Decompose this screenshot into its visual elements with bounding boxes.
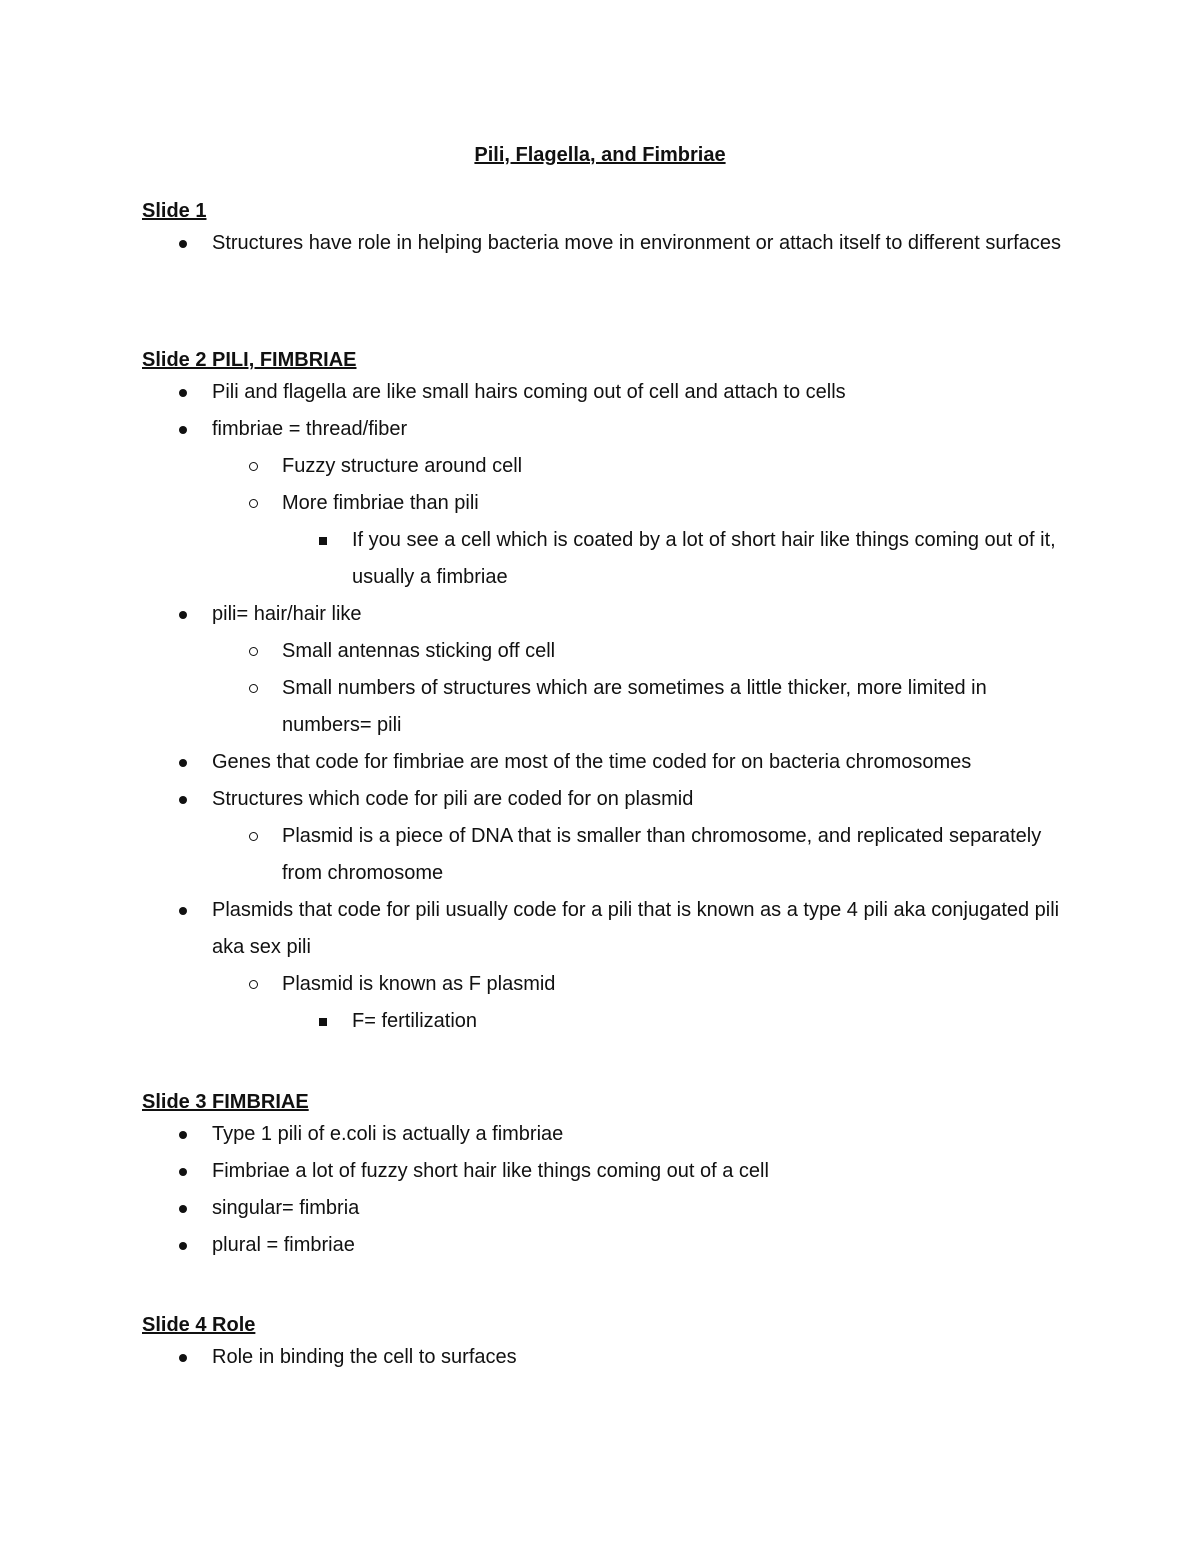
list-item bbox=[142, 966, 1062, 1003]
section-heading: Slide 4 Role bbox=[142, 1314, 256, 1336]
list-item bbox=[142, 670, 1062, 744]
section-slide-2 bbox=[142, 346, 1062, 1040]
list-item-text: Plasmid is a piece of DNA that is smaller than chromosome, and replicated separately from chromosome bbox=[282, 825, 1042, 884]
list-item-text: Pili and flagella are like small hairs coming out of cell and attach to cells bbox=[212, 381, 846, 403]
list-item-text: Role in binding the cell to surfaces bbox=[212, 1346, 517, 1368]
bullet-dot-icon bbox=[176, 781, 190, 818]
list-item bbox=[142, 225, 1062, 262]
list-item bbox=[142, 1153, 1062, 1190]
bullet-dot-icon bbox=[176, 1190, 190, 1227]
list-item-text: pili= hair/hair like bbox=[212, 603, 362, 625]
bullet-square-icon bbox=[316, 1003, 330, 1040]
list-item bbox=[142, 522, 1062, 596]
section-slide-3 bbox=[142, 1088, 1062, 1264]
bullet-square-icon bbox=[316, 522, 330, 559]
list-item bbox=[142, 374, 1062, 411]
bullet-dot-icon bbox=[176, 892, 190, 929]
section-slide-4 bbox=[142, 1311, 1062, 1376]
list-item bbox=[142, 411, 1062, 448]
document-title: Pili, Flagella, and Fimbriae bbox=[474, 144, 726, 166]
bullet-dot-icon bbox=[176, 1227, 190, 1264]
list-item-text: Fimbriae a lot of fuzzy short hair like things coming out of a cell bbox=[212, 1160, 769, 1182]
list-item-text: fimbriae = thread/fiber bbox=[212, 418, 408, 440]
list-item bbox=[142, 1227, 1062, 1264]
list-item bbox=[142, 1339, 1062, 1376]
bullet-list bbox=[142, 1339, 1062, 1376]
list-item bbox=[142, 633, 1062, 670]
section-heading: Slide 1 bbox=[142, 200, 207, 222]
list-item-text: Small antennas sticking off cell bbox=[282, 640, 556, 662]
list-item-text: Genes that code for fimbriae are most of the time coded for on bacteria chromosomes bbox=[212, 751, 972, 773]
list-item-text: Structures have role in helping bacteria move in environment or attach itself to different surfaces bbox=[212, 232, 1061, 254]
bullet-circle-icon bbox=[246, 633, 260, 670]
bullet-circle-icon bbox=[246, 818, 260, 855]
bullet-circle-icon bbox=[246, 966, 260, 1003]
section-heading: Slide 3 FIMBRIAE bbox=[142, 1091, 309, 1113]
list-item-text: Type 1 pili of e.coli is actually a fimbriae bbox=[212, 1123, 564, 1145]
list-item bbox=[142, 596, 1062, 633]
bullet-circle-icon bbox=[246, 448, 260, 485]
list-item bbox=[142, 1116, 1062, 1153]
list-item bbox=[142, 781, 1062, 818]
list-item bbox=[142, 744, 1062, 781]
list-item-text: singular= fimbria bbox=[212, 1197, 360, 1219]
list-item bbox=[142, 485, 1062, 522]
list-item bbox=[142, 1190, 1062, 1227]
section-slide-1 bbox=[142, 197, 1062, 262]
bullet-dot-icon bbox=[176, 744, 190, 781]
bullet-list bbox=[142, 374, 1062, 1040]
list-item bbox=[142, 448, 1062, 485]
list-item bbox=[142, 818, 1062, 892]
section-heading: Slide 2 PILI, FIMBRIAE bbox=[142, 349, 357, 371]
bullet-circle-icon bbox=[246, 670, 260, 707]
bullet-circle-icon bbox=[246, 485, 260, 522]
list-item-text: Plasmids that code for pili usually code for a pili that is known as a type 4 pili aka conjugated pili aka sex pili bbox=[212, 899, 1060, 958]
list-item-text: plural = fimbriae bbox=[212, 1234, 355, 1256]
list-item-text: Plasmid is known as F plasmid bbox=[282, 973, 556, 995]
bullet-list bbox=[142, 225, 1062, 262]
bullet-dot-icon bbox=[176, 225, 190, 262]
list-item-text: Small numbers of structures which are sometimes a little thicker, more limited in numbers= pili bbox=[282, 677, 987, 736]
bullet-dot-icon bbox=[176, 1339, 190, 1376]
bullet-dot-icon bbox=[176, 596, 190, 633]
list-item bbox=[142, 892, 1062, 966]
bullet-dot-icon bbox=[176, 411, 190, 448]
list-item-text: More fimbriae than pili bbox=[282, 492, 479, 514]
list-item-text: F= fertilization bbox=[352, 1010, 478, 1032]
bullet-dot-icon bbox=[176, 1116, 190, 1153]
bullet-dot-icon bbox=[176, 1153, 190, 1190]
bullet-list bbox=[142, 1116, 1062, 1264]
list-item-text: Structures which code for pili are coded for on plasmid bbox=[212, 788, 694, 810]
list-item bbox=[142, 1003, 1062, 1040]
list-item-text: Fuzzy structure around cell bbox=[282, 455, 523, 477]
list-item-text: If you see a cell which is coated by a lot of short hair like things coming out of it, usually a fimbriae bbox=[352, 529, 1056, 588]
bullet-dot-icon bbox=[176, 374, 190, 411]
